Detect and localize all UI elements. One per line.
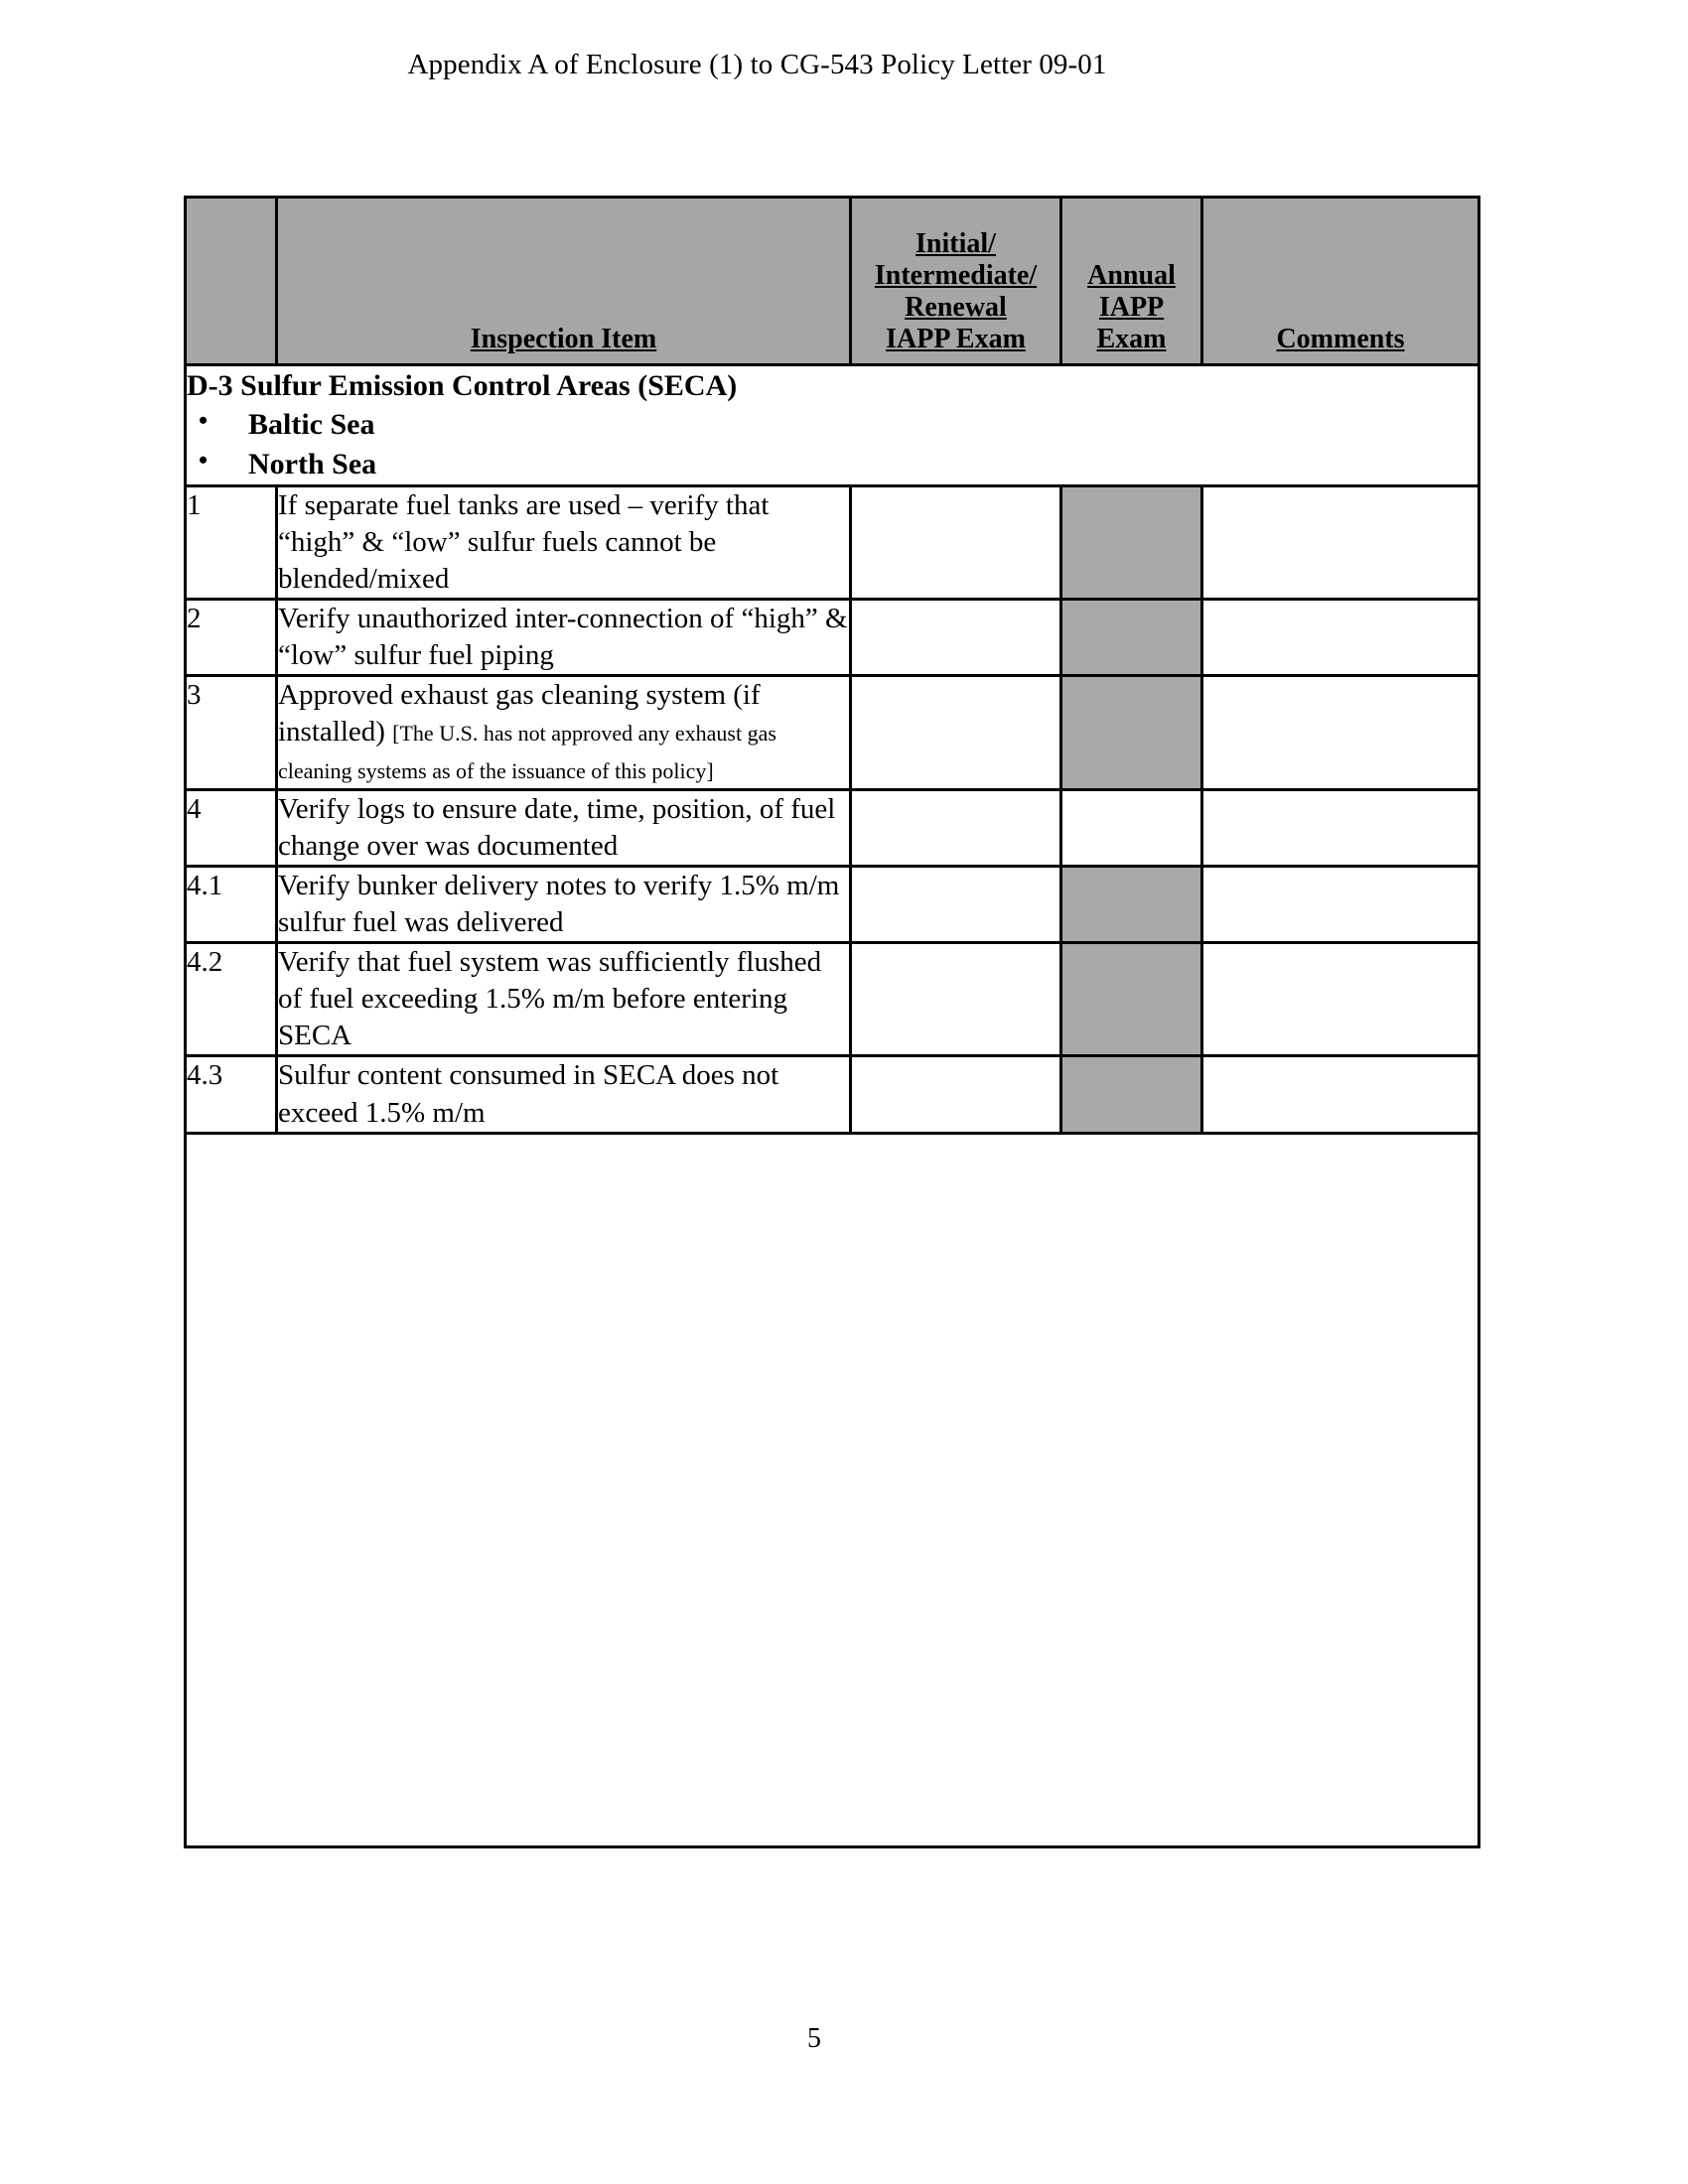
row-comments-cell[interactable] (1202, 485, 1479, 599)
table-row (186, 866, 1479, 942)
row-initial-exam-cell[interactable] (851, 1056, 1061, 1133)
row-number: 4 (186, 789, 277, 866)
row-inspection-item (277, 1056, 851, 1133)
row-comments-cell[interactable] (1202, 943, 1479, 1056)
column-header-comments-label: Comments (1276, 324, 1405, 355)
row-annual-exam-cell (1061, 943, 1202, 1056)
column-header-number (186, 198, 277, 365)
row-comments-cell[interactable] (1202, 676, 1479, 789)
row-initial-exam-cell[interactable] (851, 866, 1061, 942)
column-header-inspection-item-label: Inspection Item (470, 324, 657, 355)
table-row (186, 485, 1479, 599)
table-row (186, 1056, 1479, 1133)
row-annual-exam-cell (1061, 1056, 1202, 1133)
column-header-initial-intermediate-renewal (851, 198, 1061, 365)
initial-line-1: Initial/ (915, 228, 996, 260)
section-bullet-list (187, 405, 1477, 484)
column-header-comments (1202, 198, 1479, 365)
row-item-text: Verify bunker delivery notes to verify 1.5% m/m sulfur fuel was delivered (278, 869, 840, 938)
column-header-inspection-item (277, 198, 851, 365)
column-header-annual-iapp-exam (1061, 198, 1202, 365)
row-annual-exam-cell (1061, 485, 1202, 599)
row-inspection-item (277, 600, 851, 676)
initial-line-2: Intermediate/ (874, 260, 1038, 292)
row-annual-exam-cell (1061, 676, 1202, 789)
row-number: 1 (186, 485, 277, 599)
section-d3-cell (186, 365, 1479, 486)
row-annual-exam-cell (1061, 600, 1202, 676)
row-number: 4.2 (186, 943, 277, 1056)
section-header-row (186, 365, 1479, 486)
inspection-checklist-table-wrapper (184, 196, 1477, 1848)
table-trailing-row (186, 1133, 1479, 1846)
inspection-checklist-table (184, 196, 1480, 1848)
section-title: D-3 Sulfur Emission Control Areas (SECA) (187, 369, 738, 402)
table-body (186, 365, 1479, 1847)
row-item-text: Verify unauthorized inter-connection of “high” & “low” sulfur fuel piping (278, 603, 848, 672)
initial-line-3: Renewal (905, 292, 1007, 324)
annual-line-3: Exam (1096, 324, 1167, 355)
row-initial-exam-cell[interactable] (851, 676, 1061, 789)
row-number: 4.3 (186, 1056, 277, 1133)
row-initial-exam-cell[interactable] (851, 600, 1061, 676)
row-initial-exam-cell[interactable] (851, 789, 1061, 866)
row-item-text: Verify logs to ensure date, time, position, of fuel change over was documented (278, 792, 836, 862)
row-item-text: Approved exhaust gas cleaning system (if installed) (278, 679, 761, 749)
row-item-text: If separate fuel tanks are used – verify that “high” & “low” sulfur fuels cannot be blended/mixed (278, 488, 770, 595)
section-bullet-item: • Baltic Sea (187, 405, 1477, 445)
annual-line-1: Annual (1087, 260, 1176, 292)
section-bullet-item: • North Sea (187, 445, 1477, 484)
row-inspection-item (277, 789, 851, 866)
row-annual-exam-cell[interactable] (1061, 789, 1202, 866)
running-header: Appendix A of Enclosure (1) to CG-543 Policy Letter 09-01 (407, 49, 1107, 80)
column-header-annual-lines (1066, 260, 1196, 355)
initial-line-4: IAPP Exam (886, 324, 1026, 355)
row-comments-cell[interactable] (1202, 789, 1479, 866)
row-comments-cell[interactable] (1202, 866, 1479, 942)
row-number: 4.1 (186, 866, 277, 942)
row-initial-exam-cell[interactable] (851, 943, 1061, 1056)
trailing-empty-cell[interactable] (186, 1133, 1479, 1846)
page-number: 5 (807, 2023, 821, 2054)
annual-line-2: IAPP (1098, 292, 1165, 324)
table-row (186, 789, 1479, 866)
row-inspection-item (277, 485, 851, 599)
table-row (186, 943, 1479, 1056)
row-comments-cell[interactable] (1202, 600, 1479, 676)
row-inspection-item (277, 943, 851, 1056)
column-header-initial-lines (856, 228, 1055, 355)
row-inspection-item (277, 676, 851, 789)
row-number: 2 (186, 600, 277, 676)
table-row (186, 676, 1479, 789)
row-initial-exam-cell[interactable] (851, 485, 1061, 599)
row-inspection-item (277, 866, 851, 942)
row-number: 3 (186, 676, 277, 789)
row-item-text: Verify that fuel system was sufficiently flushed of fuel exceeding 1.5% m/m before entering SECA (278, 946, 822, 1052)
row-item-note: [The U.S. has not approved any exhaust gas cleaning systems as of the issuance of this policy] (278, 721, 776, 783)
row-annual-exam-cell (1061, 866, 1202, 942)
row-item-text: Sulfur content consumed in SECA does not exceed 1.5% m/m (278, 1059, 779, 1129)
table-header-row (186, 198, 1479, 365)
row-comments-cell[interactable] (1202, 1056, 1479, 1133)
table-row (186, 600, 1479, 676)
